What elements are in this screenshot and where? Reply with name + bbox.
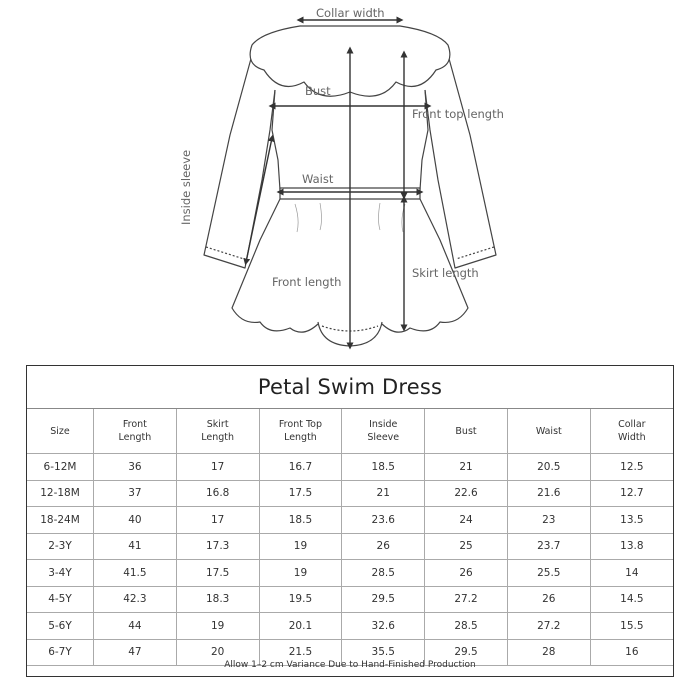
value-cell: 18.5 — [342, 454, 425, 481]
value-cell: 19 — [259, 560, 342, 587]
value-cell: 16 — [590, 639, 673, 666]
value-cell: 20 — [176, 639, 259, 666]
header-text: Size — [50, 425, 70, 437]
value-cell: 20.5 — [507, 454, 590, 481]
value-cell: 23.6 — [342, 507, 425, 534]
value-cell: 16.7 — [259, 454, 342, 481]
value-cell: 12.7 — [590, 480, 673, 507]
value-cell: 41.5 — [94, 560, 177, 587]
header-text: Sleeve — [367, 432, 400, 443]
value-cell: 27.2 — [507, 613, 590, 640]
value-cell: 47 — [94, 639, 177, 666]
table-row — [27, 507, 673, 534]
header-text: Front — [122, 419, 147, 430]
value-cell: 25.5 — [507, 560, 590, 587]
size-cell: 4-5Y — [27, 586, 94, 613]
size-cell: 6-12M — [27, 454, 94, 481]
value-cell: 19.5 — [259, 586, 342, 613]
value-cell: 28.5 — [342, 560, 425, 587]
value-cell: 21 — [425, 454, 508, 481]
size-chart — [26, 365, 674, 677]
value-cell: 29.5 — [342, 586, 425, 613]
header-text: Width — [618, 432, 646, 443]
table-title: Petal Swim Dress — [27, 366, 673, 409]
size-cell: 3-4Y — [27, 560, 94, 587]
value-cell: 25 — [425, 533, 508, 560]
label-bust: Bust — [305, 84, 331, 98]
value-cell: 15.5 — [590, 613, 673, 640]
value-cell: 23.7 — [507, 533, 590, 560]
value-cell: 21.6 — [507, 480, 590, 507]
header-text: Inside — [369, 419, 398, 430]
value-cell: 20.1 — [259, 613, 342, 640]
value-cell: 17.3 — [176, 533, 259, 560]
label-inside-sleeve: Inside sleeve — [179, 149, 193, 225]
size-cell: 6-7Y — [27, 639, 94, 666]
value-cell: 17.5 — [259, 480, 342, 507]
value-cell: 36 — [94, 454, 177, 481]
table-row — [27, 560, 673, 587]
label-skirt-length: Skirt length — [412, 266, 479, 280]
value-cell: 19 — [176, 613, 259, 640]
value-cell: 35.5 — [342, 639, 425, 666]
header-cell — [590, 409, 673, 454]
table-row — [27, 480, 673, 507]
header-text: Length — [118, 432, 152, 443]
value-cell: 21.5 — [259, 639, 342, 666]
header-cell — [342, 409, 425, 454]
value-cell: 27.2 — [425, 586, 508, 613]
header-cell — [176, 409, 259, 454]
header-text: Waist — [535, 425, 562, 437]
value-cell: 19 — [259, 533, 342, 560]
header-text: Front Top — [278, 419, 322, 430]
value-cell: 26 — [425, 560, 508, 587]
header-cell — [27, 409, 94, 454]
value-cell: 18.3 — [176, 586, 259, 613]
value-cell: 26 — [342, 533, 425, 560]
header-cell — [425, 409, 508, 454]
value-cell: 44 — [94, 613, 177, 640]
value-cell: 21 — [342, 480, 425, 507]
table-body — [27, 454, 673, 666]
value-cell: 32.6 — [342, 613, 425, 640]
header-text: Collar — [618, 419, 646, 430]
value-cell: 17 — [176, 454, 259, 481]
value-cell: 16.8 — [176, 480, 259, 507]
header-text: Length — [284, 432, 317, 443]
value-cell: 24 — [425, 507, 508, 534]
value-cell: 17.5 — [176, 560, 259, 587]
header-text: Bust — [455, 425, 477, 437]
value-cell: 28.5 — [425, 613, 508, 640]
value-cell: 17 — [176, 507, 259, 534]
value-cell: 13.8 — [590, 533, 673, 560]
size-cell: 5-6Y — [27, 613, 94, 640]
size-cell: 12-18M — [27, 480, 94, 507]
value-cell: 28 — [507, 639, 590, 666]
value-cell: 12.5 — [590, 454, 673, 481]
header-row — [27, 409, 673, 454]
value-cell: 40 — [94, 507, 177, 534]
value-cell: 18.5 — [259, 507, 342, 534]
table-row — [27, 533, 673, 560]
table-row — [27, 586, 673, 613]
label-waist: Waist — [302, 172, 334, 186]
table-footer: Allow 1–2 cm Variance Due to Hand-Finished Production — [224, 660, 476, 670]
value-cell: 22.6 — [425, 480, 508, 507]
label-front-length: Front length — [272, 275, 342, 289]
value-cell: 14 — [590, 560, 673, 587]
size-cell: 18-24M — [27, 507, 94, 534]
table-row — [27, 454, 673, 481]
value-cell: 13.5 — [590, 507, 673, 534]
value-cell: 23 — [507, 507, 590, 534]
value-cell: 29.5 — [425, 639, 508, 666]
header-cell — [259, 409, 342, 454]
header-cell — [94, 409, 177, 454]
header-text: Skirt — [206, 419, 229, 430]
size-table — [27, 409, 673, 666]
label-front-top-length: Front top length — [412, 107, 504, 121]
value-cell: 42.3 — [94, 586, 177, 613]
value-cell: 37 — [94, 480, 177, 507]
value-cell: 41 — [94, 533, 177, 560]
header-text: Length — [201, 432, 235, 443]
table-row — [27, 613, 673, 640]
header-cell — [507, 409, 590, 454]
label-collar-width: Collar width — [316, 6, 385, 20]
value-cell: 14.5 — [590, 586, 673, 613]
size-cell: 2-3Y — [27, 533, 94, 560]
value-cell: 26 — [507, 586, 590, 613]
